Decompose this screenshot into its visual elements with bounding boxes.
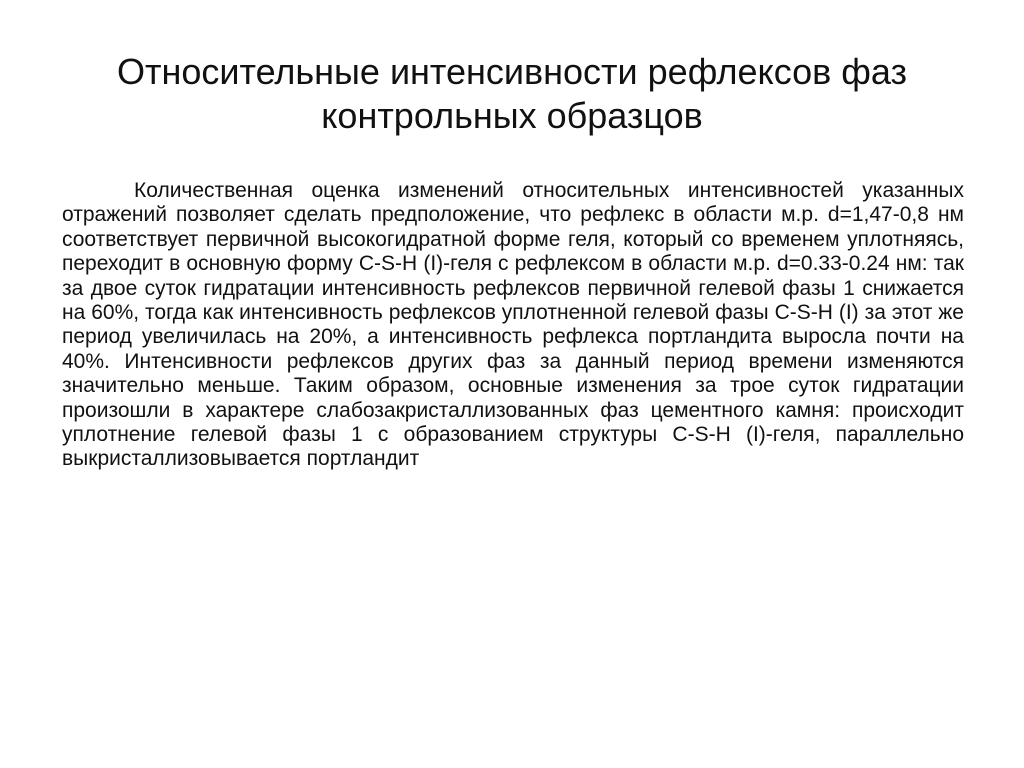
slide-body-paragraph: Количественная оценка изменений относительных интенсивностей указанных отражений позволяет сделать предположение, что рефлекс в области м.р. d=1,47-0,8 нм соответствует первичной высокогидратной форме геля, который со временем уплотняясь, переходит в основную форму C-S-H (I)-геля с рефлексом в области м.р. d=0.33-0.24 нм: так за двое суток гидратации интенсивность рефлексов первичной гелевой фазы 1 снижается на 60%, тогда как интенсивность рефлексов уплотненной гелевой фазы C-S-H (I) за этот же период увеличилась на 20%, а интенсивность рефлекса портландита выросла почти на 40%. Интенсивности рефлексов других фаз за данный период времени изменяются значительно меньше. Таким образом, основные изменения за трое суток гидратации произошли в характере слабозакристаллизованных фаз цементного камня: происходит уплотнение гелевой фазы 1 с образованием структуры C-S-H (I)-геля, параллельно выкристаллизовывается портландит xyxy=(62,179,964,471)
slide-title xyxy=(62,50,962,138)
slide-title-line-2: контрольных образцов xyxy=(321,95,703,136)
slide-title-line-1: Относительные интенсивности рефлексов фаз xyxy=(116,51,907,92)
